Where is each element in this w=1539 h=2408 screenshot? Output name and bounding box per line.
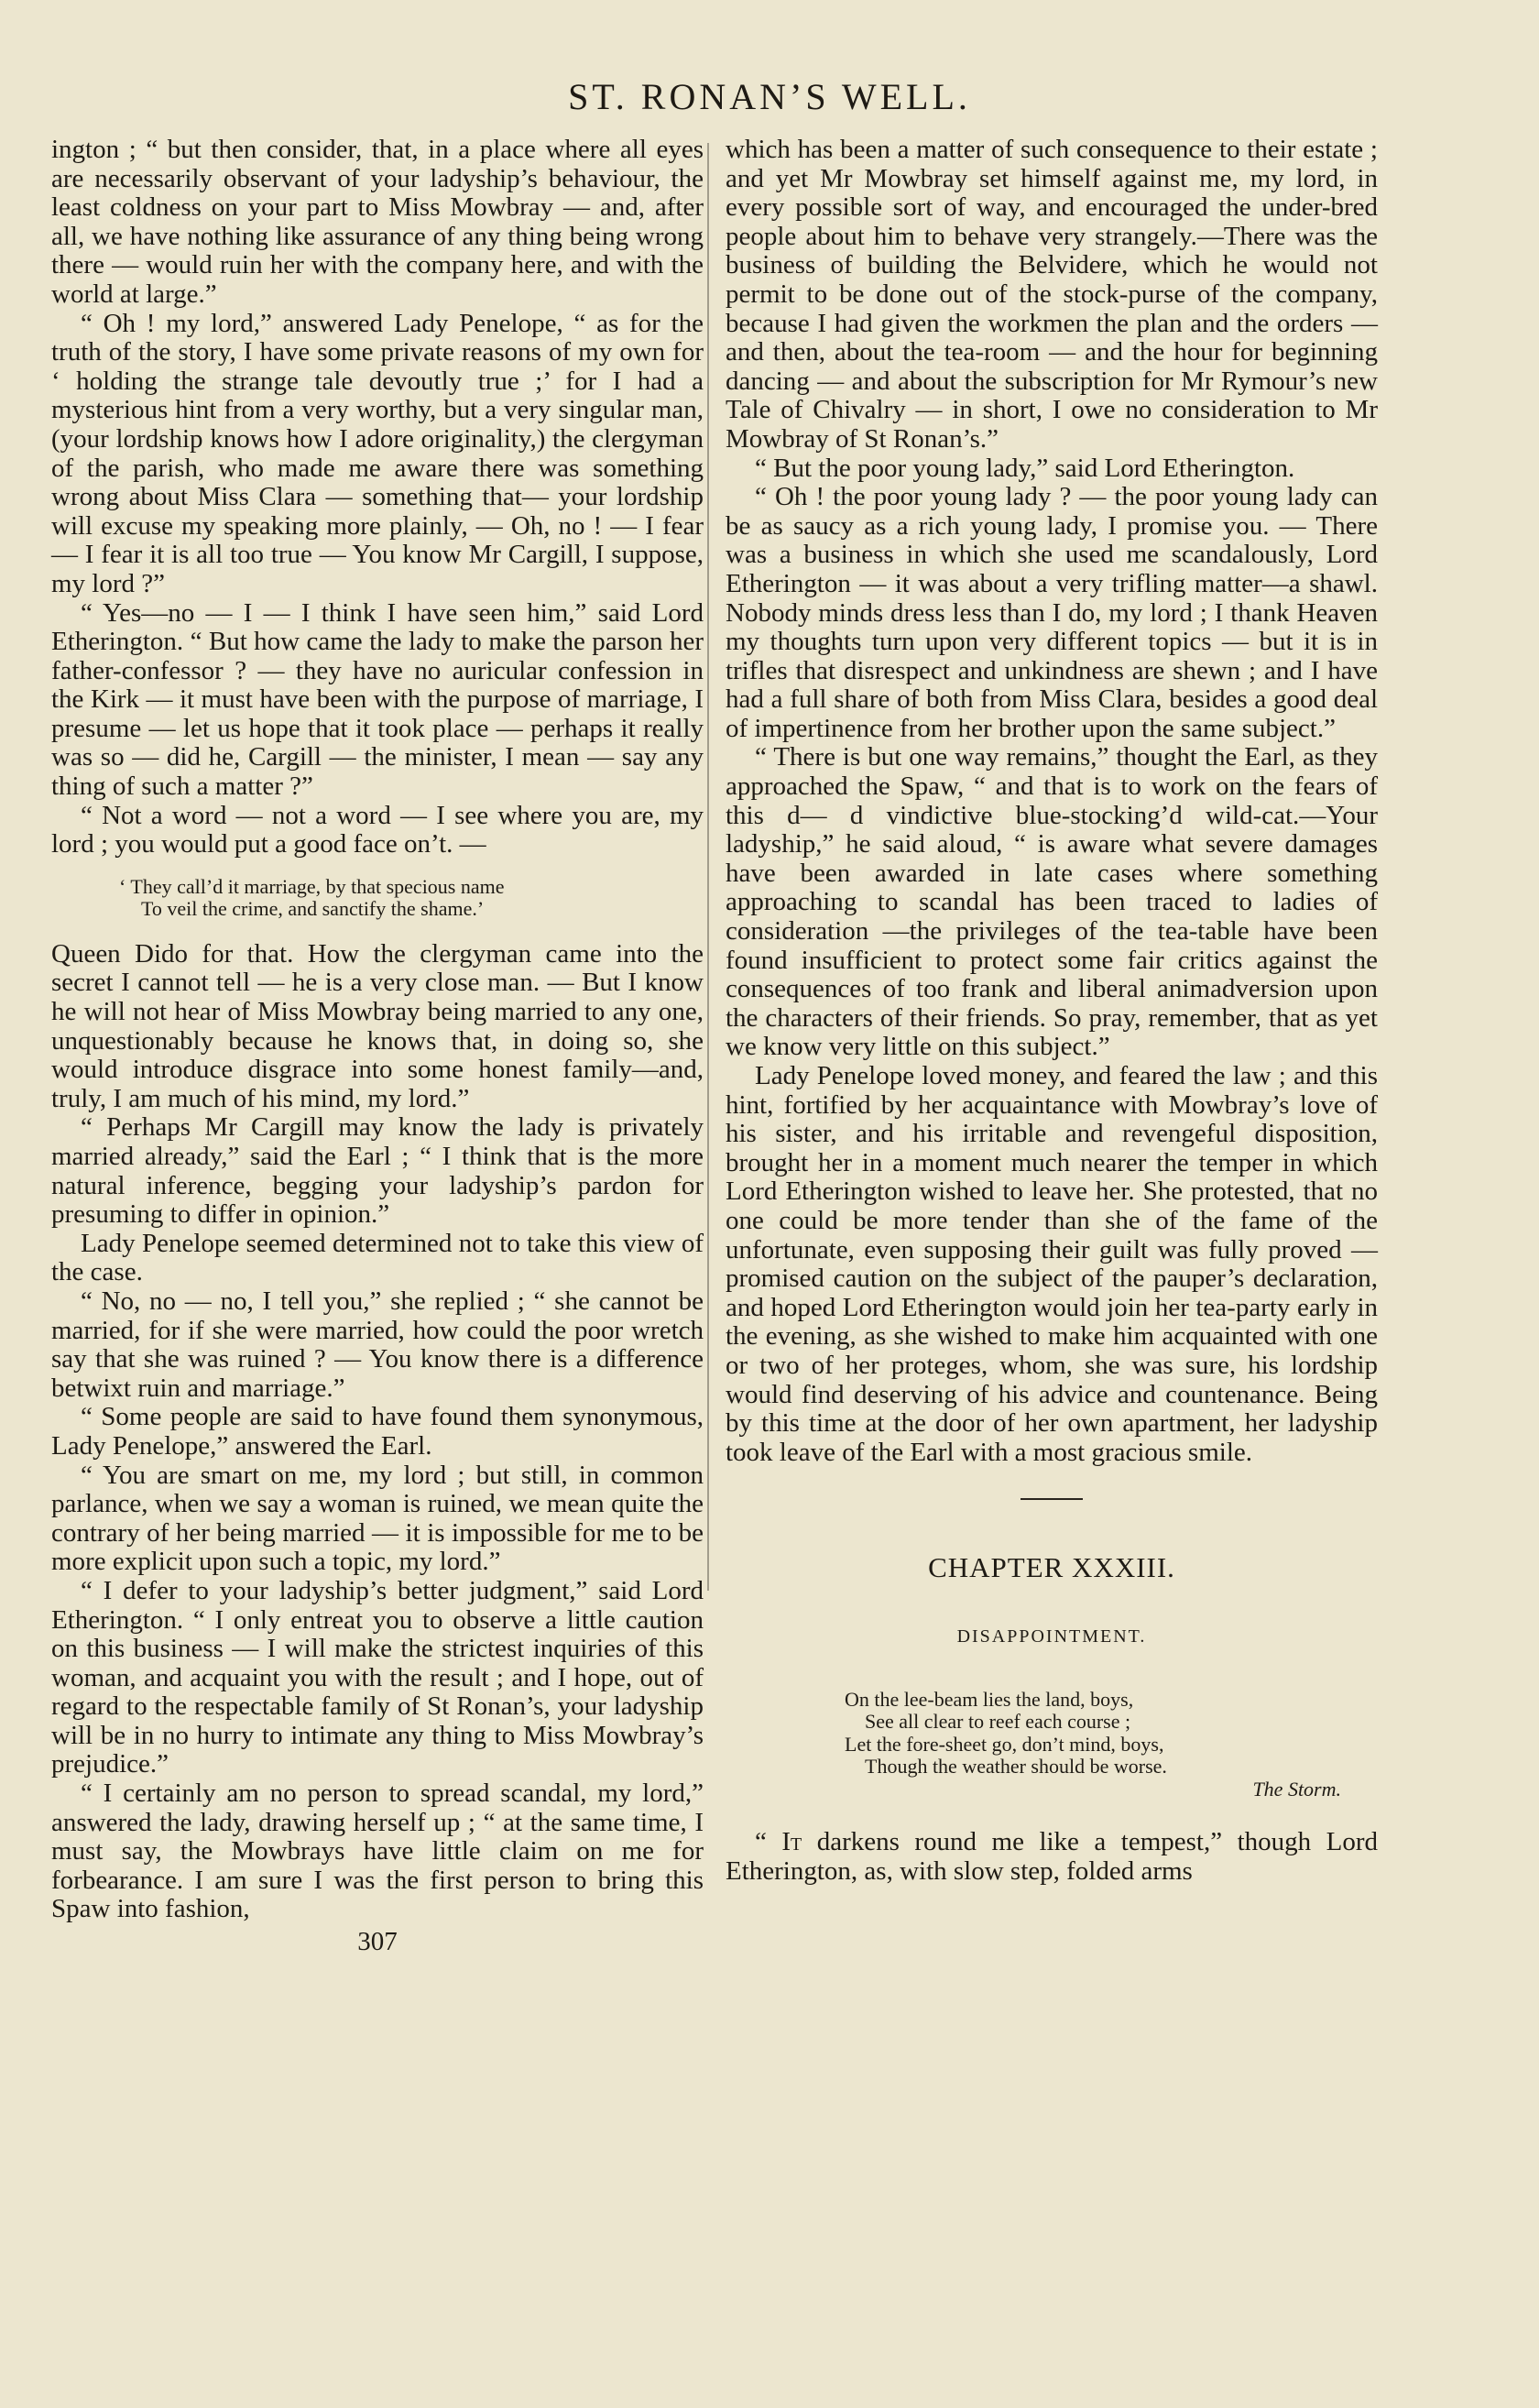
column-divider [707,143,709,1591]
paragraph: Queen Dido for that. How the clergyman came into the secret I cannot tell — he is a very close man. — But I know he will not hear of Miss Mowbray being married to any one, unquestionably because he knows that, in doing so, she would introduce disgrace into some honest family—and, truly, I am much of his mind, my lord.” [51,938,704,1113]
paragraph: “ But the poor young lady,” said Lord Etherington. [755,453,1295,483]
right-column [726,136,1378,1886]
paragraph: “ I certainly am no person to spread scandal, my lord,” answered the lady, drawing herself up ; “ at the same time, I must say, the Mowbrays have little claim on me for forbearance. I am sure I was the first person to bring this Spaw into fashion, [51,1779,704,1924]
chapter-divider-rule [1021,1498,1083,1500]
chapter-title: CHAPTER XXXIII. [928,1551,1175,1584]
verse-quotation [119,876,704,920]
paragraph: ington ; “ but then consider, that, in a place where all eyes are necessarily observant of your ladyship’s behaviour, the least coldness on your part to Miss Mowbray — and, after all, we have nothing like assurance of any thing being wrong there — would ruin her with the company here, and with the world at large.” [51,135,704,309]
paragraph: “ Some people are said to have found them synonymous, Lady Penelope,” answered the Earl. [51,1402,704,1461]
paragraph: “ Oh ! my lord,” answered Lady Penelope, “ as for the truth of the story, I have some private reasons of my own for ‘ holding the strange tale devoutly true ;’ for I had a mysterious hint from a very worthy, but a very singular man, (your lordship knows how I adore originality,) the clergyman of the parish, who made me aware there was something wrong about Miss Clara — something that— your lordship will excuse my speaking more plainly, — Oh, no ! — I fear — I fear it is all too true — You know Mr Cargill, I suppose, my lord ?” [51,308,704,598]
opening-text: darkens round me like a tempest,” though Lord Etherington, as, with slow step, folded arms [726,1827,1378,1886]
paragraph: which has been a matter of such consequence to their estate ; and yet Mr Mowbray set himself against me, my lord, in every possible sort of way, and encouraged the under-bred people about him to behave very strangely.—There was the business of building the Belvidere, which he would not permit to be done out of the stock-purse of the company, because I had given the workmen the plan and the orders — and then, about the tea-room — and the hour for beginning dancing — and about the subscription for Mr Rymour’s new Tale of Chivalry — in short, I owe no consideration to Mr Mowbray of St Ronan’s.” [726,135,1378,454]
epigraph-line: Though the weather should be worse. [865,1755,1167,1778]
paragraph: Lady Penelope loved money, and feared the law ; and this hint, fortified by her acquaintance with Mowbray’s love of his sister, and his irritable and revengeful disposition, brought her in a moment much nearer the temper in which Lord Etherington wished to leave her. She protested, that no one could be more tender than she of the fame of the unfortunate, even supposing their guilt was fully proved — promised caution on the subject of the pauper’s declaration, and hoped Lord Etherington would join her tea-party early in the evening, as she wished to make him acquainted with one or two of her proteges, whom, she was sure, his lordship would find deserving of his advice and countenance. Being by this time at the door of her own apartment, her ladyship took leave of the Earl with a most gracious smile. [726,1061,1378,1467]
paragraph: “ I defer to your ladyship’s better judgment,” said Lord Etherington. “ I only entreat you to observe a little caution on this business — I will make the strictest inquiries of this woman, and acquaint you with the result ; and I hope, out of regard to the respectable family of St Ronan’s, your ladyship will be in no hurry to intimate any thing to Miss Mowbray’s prejudice.” [51,1575,704,1779]
paragraph: “ Not a word — not a word — I see where you are, my lord ; you would put a good face on’t. — [51,800,704,859]
opening-word: It [781,1827,802,1856]
paragraph: “ Yes—no — I — I think I have seen him,” said Lord Etherington. “ But how came the lady to make the parson her father-confessor ? — they have no auricular confession in the Kirk — it must have been with the purpose of marriage, I presume — let us hope that it took place — perhaps it really was so — did he, Cargill — the minister, I mean — say any thing of such a matter ?” [51,597,704,802]
epigraph-line: On the lee-beam lies the land, boys, [845,1687,1134,1711]
paragraph: “ Perhaps Mr Cargill may know the lady is privately married already,” said the Earl ; “ I think that is the more natural inference, begging your ladyship’s pardon for presuming to differ in opinion.” [51,1112,704,1230]
epigraph-line: Let the fore-sheet go, don’t mind, boys, [845,1732,1164,1756]
chapter-opening-paragraph [726,1828,1378,1886]
opening-quote-mark: “ [755,1827,767,1856]
verse-line: To veil the crime, and sanctify the shame.’ [141,896,485,920]
paragraph: “ Oh ! the poor young lady ? — the poor young lady can be as saucy as a rich young lady, I promise you. — There was a business in which she used me scandalously, Lord Etherington — it was about a very trifling matter—a shawl. Nobody minds dress less than I do, my lord ; I thank Heaven my thoughts turn upon very different topics — but it is in trifles that disrespect and unkindness are shewn ; and I have had a full share of both from Miss Clara, besides a good deal of impertinence from her brother upon the same subject.” [726,482,1378,743]
left-column [51,136,704,1957]
paragraph: “ You are smart on me, my lord ; but still, in common parlance, when we say a woman is ruined, we mean quite the contrary of her being married — it is impossible for me to be more explicit upon such a topic, my lord.” [51,1460,704,1577]
paragraph: “ There is but one way remains,” thought the Earl, as they approached the Spaw, “ and that is to work on the fears of this d— d vindictive blue-stocking’d wild-cat.—Your ladyship,” he said aloud, “ is aware what severe damages have been awarded in late cases where something approaching to scandal has been traced to ladies of consideration —the privileges of the tea-table have been found insufficient to protect some fair critics against the consequences of too frank and liberal animadversion upon the characters of their friends. So pray, remember, that as yet we know very little on this subject.” [726,742,1378,1062]
paragraph: Lady Penelope seemed determined not to take this view of the case. [51,1228,704,1287]
chapter-epigraph [845,1689,1378,1801]
running-head-title: ST. RONAN’S WELL. [568,76,971,117]
paragraph: “ No, no — no, I tell you,” she replied ; “ she cannot be married, for if she were married, how could the poor wretch say that she was ruined ? — You know there is a difference betwixt ruin and marriage.” [51,1286,704,1403]
epigraph-line: See all clear to reef each course ; [865,1710,1131,1733]
chapter-subtitle: DISAPPOINTMENT. [956,1625,1147,1647]
epigraph-source: The Storm. [1252,1777,1341,1801]
page-number: 307 [357,1927,398,1957]
verse-line: ‘ They call’d it marriage, by that specious name [119,874,505,898]
